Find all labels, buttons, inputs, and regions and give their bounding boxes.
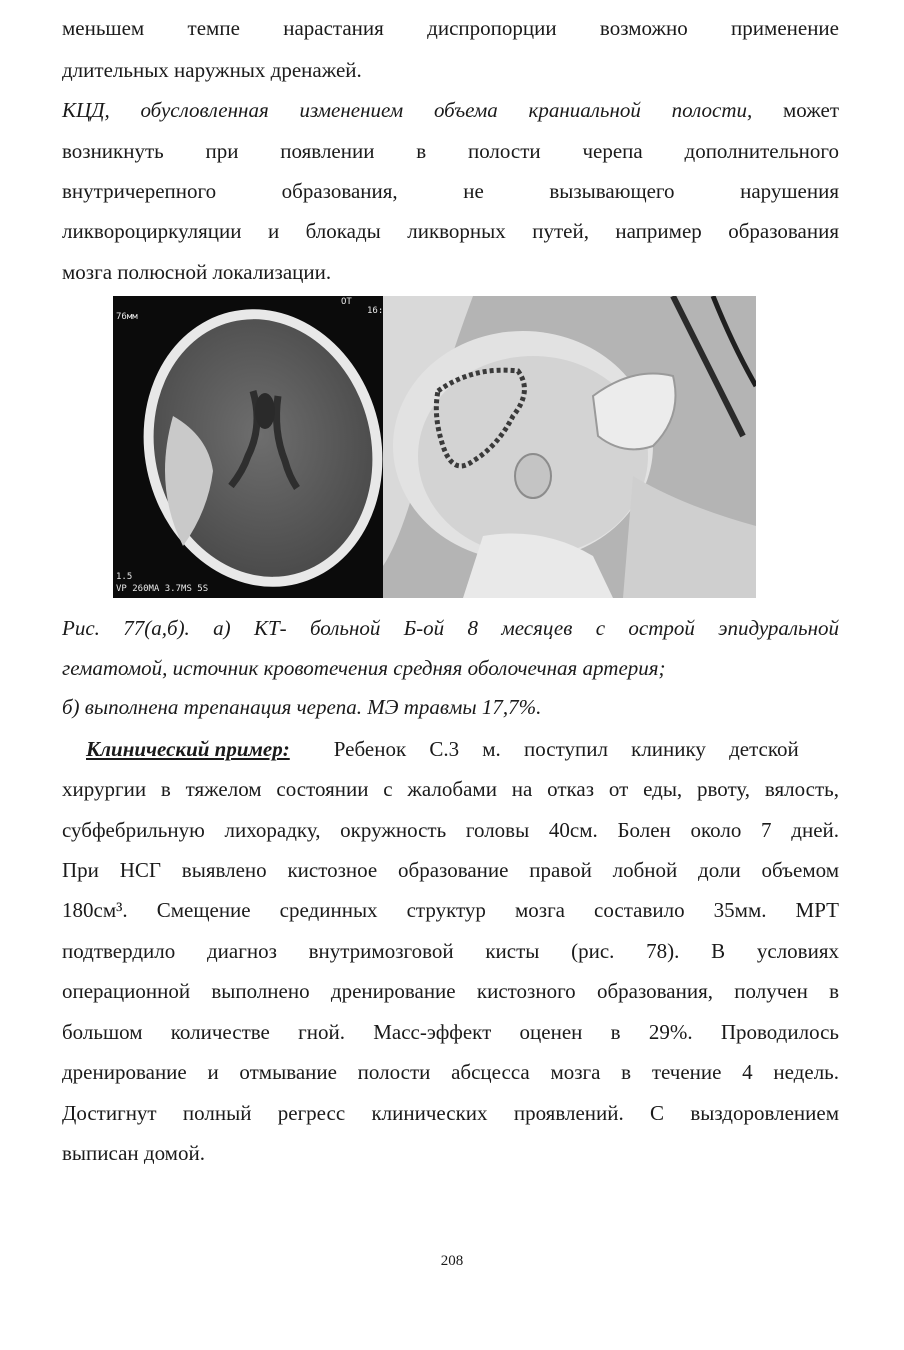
text-line: выписан домой. [62,1141,205,1165]
figure-77 [113,296,756,598]
figure-caption-line: Рис. 77(а,б). а) КТ- больной Б-ой 8 месяцев с острой эпидуральной [62,616,839,640]
ct-scan-drawing [113,296,383,598]
text-line: возникнуть при появлении в полости черепа дополнительного [62,139,839,163]
text-line: При НСГ выявлено кистозное образование правой лобной доли объемом [62,858,839,882]
figure-caption-line: гематомой, источник кровотечения средняя оболочечная артерия; [62,656,666,680]
text-line: Достигнут полный регресс клинических проявлений. С выздоровлением [62,1101,839,1125]
text-line: подтвердило диагноз внутримозговой кисты (рис. 78). В условиях [62,939,839,963]
clinical-example-heading: Клинический пример: [86,737,290,761]
surgery-photo [383,296,756,598]
infant-photo-drawing [383,296,756,598]
text-line: субфебрильную лихорадку, окружность головы 40см. Болен около 7 дней. [62,818,839,842]
page-number: 208 [440,1253,464,1269]
ct-label: 16: [367,306,383,316]
figure-caption-line: б) выполнена трепанация черепа. МЭ травмы 17,7%. [62,695,542,719]
text-span: может [752,98,840,122]
text-line: хирургии в тяжелом состоянии с жалобами на отказ от еды, рвоту, вялость, [62,777,839,801]
ct-label: ОТ [341,297,352,307]
ct-label: 1.5 [116,572,133,582]
text-line: внутричерепного образования, не вызывающего нарушения [62,179,839,203]
text-line: большом количестве гной. Масс-эффект оценен в 29%. Проводилось [62,1020,839,1044]
text-line [62,96,839,124]
text-line: ликвороциркуляции и блокады ликворных путей, например образования [62,219,839,243]
text-line: меньшем темпе нарастания диспропорции возможно применение [62,16,839,40]
text-line: 180см³. Смещение срединных структур мозга составило 35мм. МРТ [62,898,839,922]
text-span: Ребенок С.3 м. поступил клинику детской [333,737,799,761]
text-line: операционной выполнено дренирование кистозного образования, получен в [62,979,839,1003]
text-line [86,735,839,763]
ct-label: 76мм [116,312,138,322]
ct-scan-image [113,296,383,598]
italic-lead: КЦД, обусловленная изменением объема краниальной полости, [62,98,753,122]
text-line: мозга полюсной локализации. [62,260,332,284]
ct-label: VP 260MA 3.7MS 5S [116,584,209,594]
text-line: длительных наружных дренажей. [62,58,362,82]
text-line: дренирование и отмывание полости абсцесса мозга в течение 4 недель. [62,1060,839,1084]
